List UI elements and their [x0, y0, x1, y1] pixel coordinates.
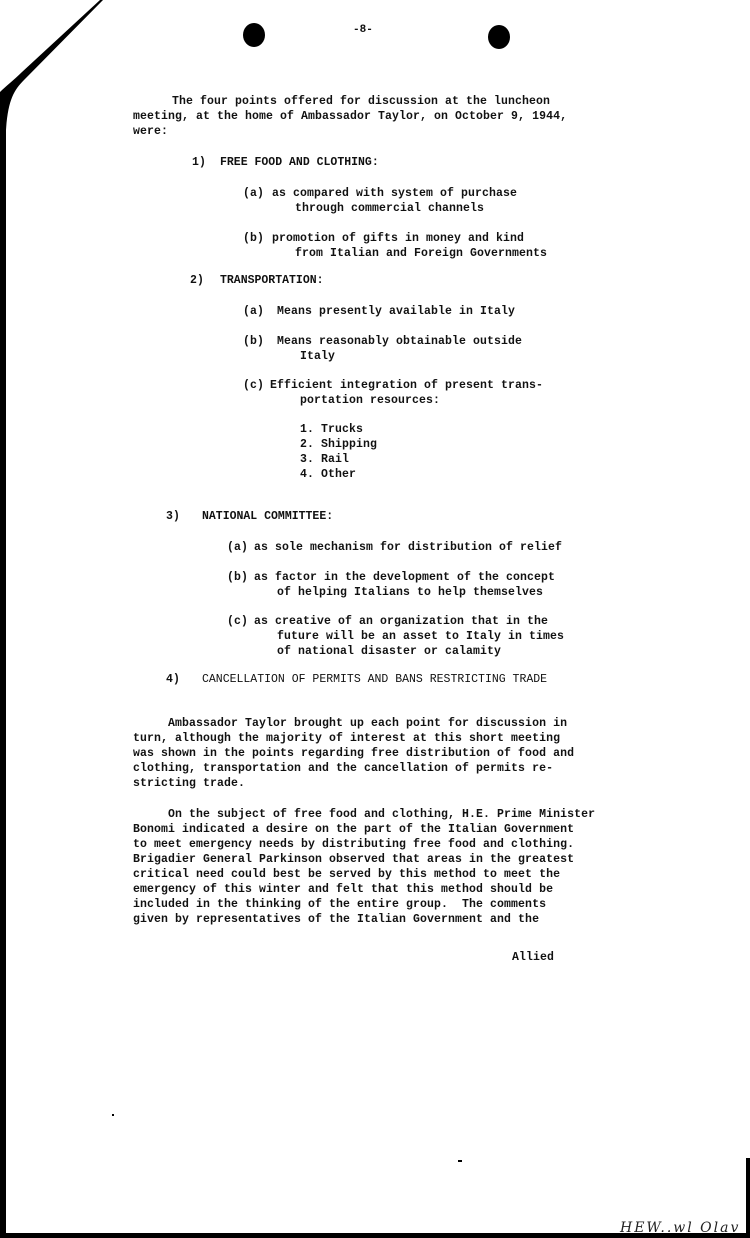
stray-mark [112, 1114, 114, 1116]
point-number: 3) [166, 510, 181, 523]
point-number: 4) [166, 673, 181, 686]
item-line: promotion of gifts in money and kind [272, 232, 525, 245]
paragraph-line: was shown in the points regarding free distribution of food and [133, 747, 575, 760]
item-line: Means reasonably obtainable outside [277, 335, 523, 348]
item-line: as creative of an organization that in the [254, 615, 549, 628]
punch-hole-right [488, 25, 510, 49]
paragraph-line: On the subject of free food and clothing, H.E. Prime Minister [133, 808, 596, 821]
paragraph-line: given by representatives of the Italian Government and the [133, 913, 540, 926]
right-scan-edge [746, 1158, 750, 1238]
punch-hole-left [243, 23, 265, 47]
paragraph-line: Bonomi indicated a desire on the part of the Italian Government [133, 823, 575, 836]
paragraph-line: clothing, transportation and the cancellation of permits re- [133, 762, 554, 775]
item-line: as sole mechanism for distribution of relief [254, 541, 563, 554]
catchword: Allied [512, 951, 555, 964]
item-line: as factor in the development of the concept [254, 571, 556, 584]
stray-mark [458, 1160, 462, 1162]
paragraph-line: emergency of this winter and felt that this method should be [133, 883, 554, 896]
point-title: TRANSPORTATION: [220, 274, 324, 287]
item-line: portation resources: [300, 394, 441, 407]
paragraph-line: Ambassador Taylor brought up each point for discussion in [133, 717, 568, 730]
intro-line: The four points offered for discussion at the luncheon [172, 95, 551, 108]
paragraph-line: included in the thinking of the entire group. The comments [133, 898, 547, 911]
paragraph-line: turn, although the majority of interest at this short meeting [133, 732, 561, 745]
item-line: as compared with system of purchase [272, 187, 518, 200]
paragraph-line: to meet emergency needs by distributing free food and clothing. [133, 838, 575, 851]
intro-line: meeting, at the home of Ambassador Taylor, on October 9, 1944, [133, 110, 568, 123]
point-title: NATIONAL COMMITTEE: [202, 510, 334, 523]
item-label: (b) [227, 571, 249, 584]
item-line: Means presently available in Italy [277, 305, 516, 318]
item-label: (c) [243, 379, 265, 392]
paragraph-line: stricting trade. [133, 777, 246, 790]
resource-item: 1. Trucks [300, 423, 364, 436]
point-number: 1) [192, 156, 207, 169]
left-scan-edge [0, 92, 6, 1238]
point-title: FREE FOOD AND CLOTHING: [220, 156, 379, 169]
resource-item: 3. Rail [300, 453, 350, 466]
intro-line: were: [133, 125, 169, 138]
item-line: future will be an asset to Italy in times [277, 630, 565, 643]
paragraph-line: critical need could best be served by this method to meet the [133, 868, 561, 881]
item-label: (a) [227, 541, 249, 554]
item-label: (a) [243, 305, 265, 318]
item-line: Italy [300, 350, 336, 363]
point-title: CANCELLATION OF PERMITS AND BANS RESTRICTING TRADE [202, 673, 548, 686]
page-fold-shadow [0, 0, 120, 130]
item-line: through commercial channels [295, 202, 485, 215]
item-label: (c) [227, 615, 249, 628]
item-line: Efficient integration of present trans- [270, 379, 544, 392]
item-label: (a) [243, 187, 265, 200]
item-label: (b) [243, 232, 265, 245]
resource-item: 4. Other [300, 468, 357, 481]
resource-item: 2. Shipping [300, 438, 378, 451]
paragraph-line: Brigadier General Parkinson observed that areas in the greatest [133, 853, 575, 866]
handwritten-note: HEW..wl Olav [620, 1220, 741, 1236]
item-line: from Italian and Foreign Governments [295, 247, 548, 260]
item-line: of helping Italians to help themselves [277, 586, 544, 599]
item-label: (b) [243, 335, 265, 348]
page-number: -8- [353, 24, 373, 36]
point-number: 2) [190, 274, 205, 287]
item-line: of national disaster or calamity [277, 645, 502, 658]
